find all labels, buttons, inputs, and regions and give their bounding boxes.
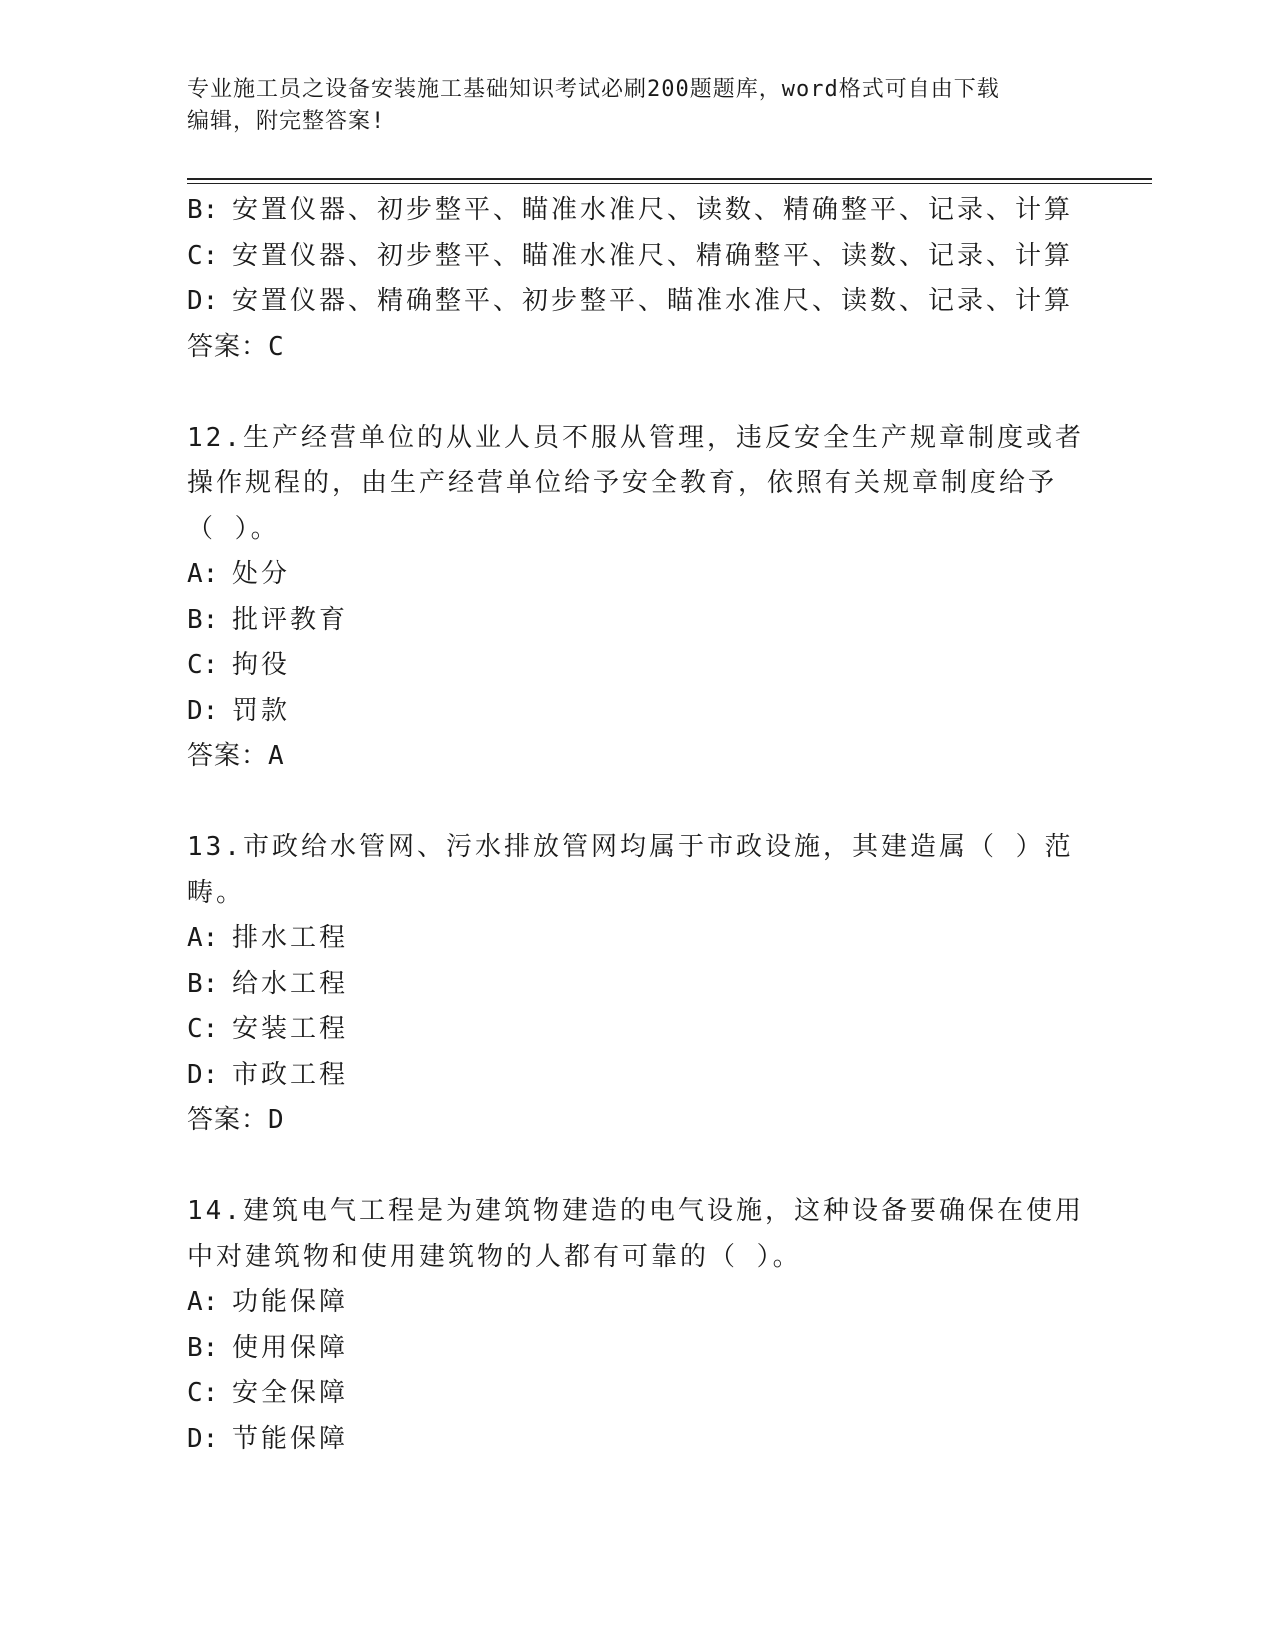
option-letter: B: — [187, 604, 219, 635]
option-text: 功能保障 — [232, 1287, 349, 1317]
option-b — [187, 188, 1087, 234]
option-c — [187, 234, 1087, 280]
option-text: 罚款 — [232, 695, 291, 726]
question-text-line: 中对建筑物和使用建筑物的人都有可靠的（ ）。 — [187, 1241, 802, 1272]
option-text: 安置仪器、初步整平、瞄准水准尺、读数、精确整平、记录、计算 — [232, 195, 1074, 225]
option-text: 批评教育 — [232, 604, 349, 635]
option-letter: D: — [187, 286, 219, 316]
page-header — [187, 74, 1067, 138]
option-d — [187, 1417, 1087, 1463]
question-13 — [187, 825, 1087, 1144]
option-c — [187, 1007, 1087, 1053]
option-text: 安置仪器、精确整平、初步整平、瞄准水准尺、读数、记录、计算 — [232, 286, 1074, 316]
option-d — [187, 689, 1087, 735]
option-b — [187, 1326, 1087, 1372]
option-letter: D: — [187, 695, 219, 726]
option-text: 节能保障 — [232, 1423, 349, 1454]
answer-line: 答案：D — [187, 1105, 285, 1135]
prev-question-block — [187, 188, 1087, 370]
option-a — [187, 1280, 1087, 1326]
option-c — [187, 1371, 1087, 1417]
answer-line: 答案：C — [187, 331, 285, 362]
option-letter: A: — [187, 559, 219, 589]
option-a — [187, 552, 1087, 598]
option-letter: C: — [187, 650, 219, 680]
option-letter: C: — [187, 1014, 219, 1044]
option-d — [187, 1053, 1087, 1099]
option-text: 安置仪器、初步整平、瞄准水准尺、精确整平、读数、记录、计算 — [232, 240, 1074, 271]
option-text: 市政工程 — [232, 1059, 349, 1090]
option-text: 给水工程 — [232, 968, 349, 999]
question-text-line: 13.市政给水管网、污水排放管网均属于市政设施，其建造属（ ）范 — [187, 832, 1074, 862]
question-text-line: 操作规程的，由生产经营单位给予安全教育，依照有关规章制度给予 — [187, 468, 1058, 498]
option-letter: C: — [187, 240, 219, 271]
option-text: 安全保障 — [232, 1378, 349, 1408]
option-letter: A: — [187, 1287, 219, 1317]
option-letter: B: — [187, 1332, 219, 1363]
option-text: 安装工程 — [232, 1014, 349, 1044]
option-letter: D: — [187, 1423, 219, 1454]
header-divider — [187, 178, 1152, 184]
answer-line: 答案：A — [187, 741, 285, 771]
option-b — [187, 598, 1087, 644]
question-text-line: 12.生产经营单位的从业人员不服从管理，违反安全生产规章制度或者 — [187, 422, 1084, 453]
option-text: 拘役 — [232, 650, 291, 680]
option-text: 排水工程 — [232, 923, 349, 953]
option-a — [187, 916, 1087, 962]
question-text-line: （ ）。 — [187, 513, 280, 544]
question-14 — [187, 1189, 1087, 1462]
option-d — [187, 279, 1087, 325]
option-text: 使用保障 — [232, 1332, 349, 1363]
header-line-1: 专业施工员之设备安装施工基础知识考试必刷200题题库，word格式可自由下载 — [187, 77, 1000, 102]
option-c — [187, 643, 1087, 689]
question-12 — [187, 416, 1087, 780]
header-line-2: 编辑，附完整答案! — [187, 109, 386, 134]
option-b — [187, 962, 1087, 1008]
option-letter: D: — [187, 1059, 219, 1090]
question-text-line: 14.建筑电气工程是为建筑物建造的电气设施，这种设备要确保在使用 — [187, 1196, 1084, 1226]
document-body — [187, 188, 1087, 1462]
option-letter: A: — [187, 923, 219, 953]
option-text: 处分 — [232, 559, 291, 589]
option-letter: C: — [187, 1378, 219, 1408]
option-letter: B: — [187, 968, 219, 999]
question-text-line: 畴。 — [187, 877, 246, 908]
option-letter: B: — [187, 195, 219, 225]
